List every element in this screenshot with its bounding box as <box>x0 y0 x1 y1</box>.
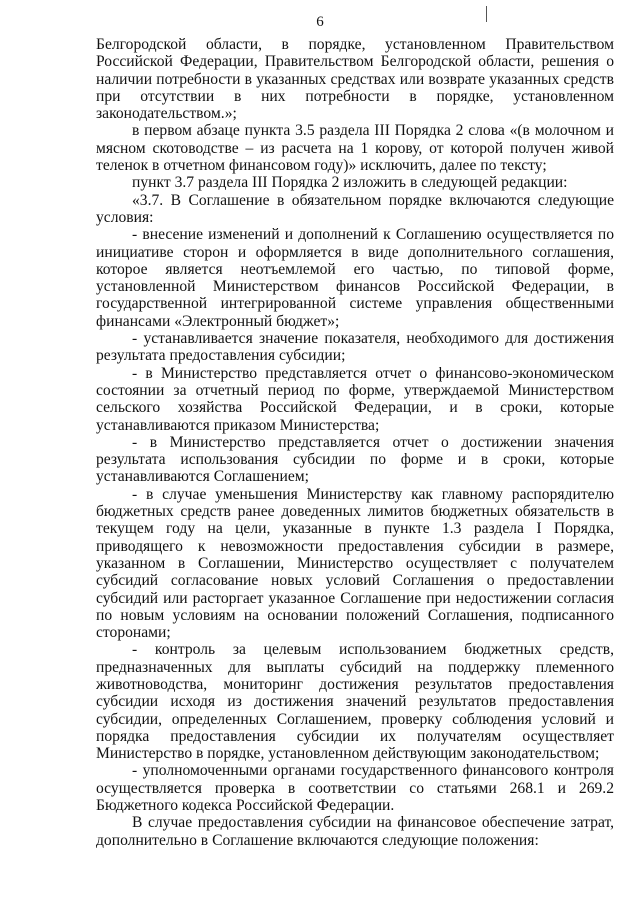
list-item-result-report: - в Министерство представляется отчет о достижении значения результата использования субсидии по форме и в сроки, которые устанавливаются Соглашением; <box>96 433 614 486</box>
list-item-control: - контроль за целевым использованием бюджетных средств, предназначенных для выплаты субсидий на поддержку племенного животноводства, мониторинг достижения результатов предоставления субсидии исходя из достижения значений результатов предоставления субсидии, определенных Соглашением, проверку соблюдения условий и порядка предоставления субсидии их получателям осуществляет Министерство в порядке, установленном действующим законодательством; <box>96 641 614 763</box>
paragraph-cost-financing: В случае предоставления субсидии на финансовое обеспечение затрат, дополнительно в Соглашение включаются следующие положения: <box>96 814 614 849</box>
list-item-limit-reduction: - в случае уменьшения Министерству как главному распорядителю бюджетных средств ранее доведенных лимитов бюджетных обязательств в текущем году на цели, указанные в пункте 1.3 раздела I Порядка, приводящего к невозможности предоставления субсидии в размере, указанном в Соглашении, Министерство осуществляет с получателем субсидий согласование новых условий Соглашения о предоставлении субсидий или расторгает указанное Соглашение при недостижении согласия по новым условиям на основании положений Соглашения, подписанного сторонами; <box>96 485 614 642</box>
paragraph-continuation: Белгородской области, в порядке, установленном Правительством Российской Федерации, Правительством Белгородской области, решения о наличии потребности в указанных средствах или возврате указанных средств при отсутствии в них потребности в порядке, установленном законодательством.»; <box>96 36 614 123</box>
list-item-indicator: - устанавливается значение показателя, необходимого для достижения результата предоставления субсидии; <box>96 330 614 365</box>
list-item-financial-report: - в Министерство представляется отчет о финансово-экономическом состоянии за отчетный период по форме, утверждаемой Министерством сельского хозяйства Российской Федерации, и в сроки, которые устанавливаются приказом Министерства; <box>96 364 614 434</box>
paragraph-clause-3-7: «3.7. В Соглашение в обязательном порядке включаются следующие условия: <box>96 191 614 226</box>
list-item-amendments: - внесение изменений и дополнений к Соглашению осуществляется по инициативе сторон и оформляется в виде дополнительного соглашения, которое является неотъемлемой его частью, по типовой форме, установленной Министерством финансов Российской Федерации, в государственной интегрированной системе управления общественными финансами «Электронный бюджет»; <box>96 226 614 330</box>
list-item-audit: - уполномоченными органами государственного финансового контроля осуществляется проверка в соответствии со статьями 268.1 и 269.2 Бюджетного кодекса Российской Федерации. <box>96 762 614 815</box>
paragraph-amendment-3-5: в первом абзаце пункта 3.5 раздела III Порядка 2 слова «(в молочном и мясном скотоводстве – из расчета на 1 корову, от которой получен живой теленок в отчетном финансовом году)» исключить, далее по тексту; <box>96 122 614 175</box>
page-number: 6 <box>316 14 324 30</box>
document-body <box>96 36 614 849</box>
paragraph-amendment-3-7-intro: пункт 3.7 раздела III Порядка 2 изложить в следующей редакции: <box>132 174 568 192</box>
